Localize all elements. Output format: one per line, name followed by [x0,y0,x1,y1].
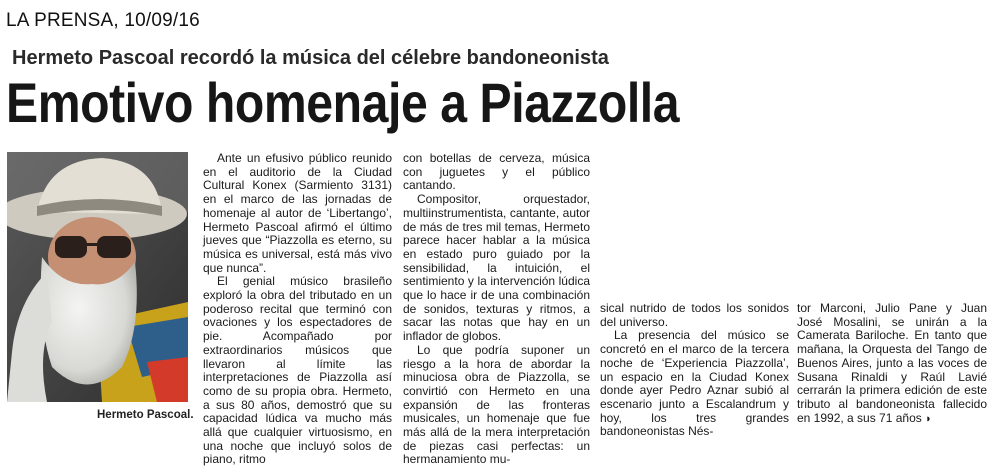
column-1 [203,152,392,467]
column-2 [403,152,590,467]
article-photo [7,152,188,402]
paragraph: con botellas de cerveza, música con juguetes y el público cantando. [403,151,590,193]
paragraph: tor Marconi, Julio Pane y Juan José Mosalini, se unirán a la Camerata Bariloche. En tanto que mañana, la Orquesta del Tango de Buenos Aires, junto a las voces de Susana Rinaldi y Raúl Lavié cerrarán la primera edición de este tributo al bandoneonista fallecido en 1992, a sus 71 años [797,301,987,425]
photo-caption: Hermeto Pascoal. [97,409,194,421]
column-3 [600,302,789,439]
paragraph: Lo que podría suponer un riesgo a la hora de abordar la minuciosa obra de Piazzolla, se convirtió con Hermeto en una expansión de las fronteras musicales, un homenaje que fue más allá de la mera interpretación de piezas casi perfectas: un hermanamiento mu- [403,342,590,467]
source-line: LA PRENSA, 10/09/16 [6,10,200,31]
kicker: Hermeto Pascoal recordó la música del célebre bandoneonista [12,47,609,69]
paragraph: Ante un efusivo público reunido en el auditorio de la Ciudad Cultural Konex (Sarmiento 3131) en el marco de las jornadas de homenaje al autor de ‘Libertango’, Hermeto Pascoal afirmó el último jueves que “Piazzolla es eterno, su música es universal, está más vivo que nunca”. [203,151,392,275]
paragraph: La presencia del músico se concretó en el marco de la tercera noche de ‘Experiencia Piazzolla’, un espacio en la Ciudad Konex donde ayer Pedro Aznar subió al escenario junto a Escalandrum y hoy, los tres grandes bandoneonistas Nés- [600,328,789,439]
paragraph: El genial músico brasileño exploró la obra del tributado en un poderoso recital que terminó con ovaciones y los espectadores de pie. Acompañado por extraordinarios músicos que llevaron al límite las interpretaciones de Piazzolla así como de su propia obra. Hermeto, a sus 80 años, demostró que su capacidad lúdica va mucho más allá que cualquier virtuosismo, en una noche que incluyó solos de piano, ritmo [203,274,392,467]
paragraph: sical nutrido de todos los sonidos del universo. [600,301,789,329]
end-of-article-icon: ◗ [925,412,932,425]
column-4 [797,302,987,426]
headline: Emotivo homenaje a Piazzolla [6,71,680,134]
paragraph: Compositor, orquestador, multiinstrumentista, cantante, autor de más de tres mil temas, Hermeto parece hacer hablar a la música en estado puro guiado por la sensibilidad, la intuición, el sentimiento y la intervención lúdica que lo hace ir de una combinación de sonidos, texturas y ritmos, a sacar las notas que hay en un inflador de globos. [403,192,590,344]
